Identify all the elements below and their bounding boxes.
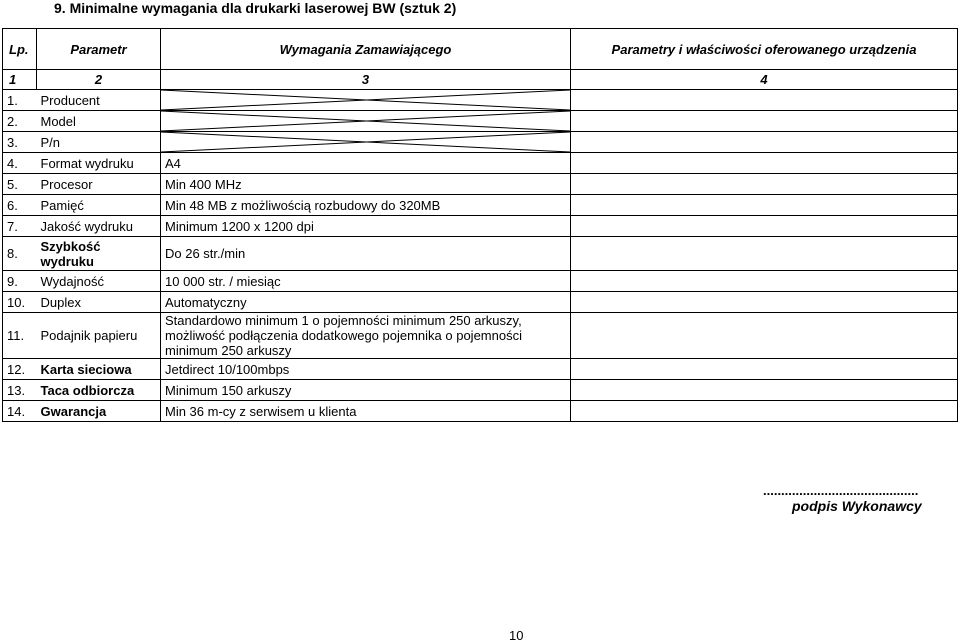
- offer-cell[interactable]: [571, 380, 958, 401]
- row-number: 4.: [3, 153, 37, 174]
- offer-cell[interactable]: [571, 401, 958, 422]
- section-heading: 9. Minimalne wymagania dla drukarki laserowej BW (sztuk 2): [54, 0, 457, 16]
- table-row: [3, 237, 958, 271]
- row-param: Karta sieciowa: [37, 359, 161, 380]
- row-requirement: A4: [161, 153, 571, 174]
- table-row: [3, 380, 958, 401]
- signature-dots: ...........................................: [763, 483, 919, 498]
- header-offer: Parametry i właściwości oferowanego urządzenia: [571, 29, 958, 70]
- offer-cell[interactable]: [571, 271, 958, 292]
- row-number: 6.: [3, 195, 37, 216]
- row-number: 5.: [3, 174, 37, 195]
- table-row: [3, 401, 958, 422]
- col-number: 1: [3, 70, 37, 90]
- row-param: Producent: [37, 90, 161, 111]
- row-number: 14.: [3, 401, 37, 422]
- header-row: [3, 29, 958, 70]
- page-number: 10: [509, 628, 524, 643]
- table-row: [3, 195, 958, 216]
- row-number: 13.: [3, 380, 37, 401]
- row-number: 7.: [3, 216, 37, 237]
- row-number: 2.: [3, 111, 37, 132]
- cross-mark: [161, 90, 570, 110]
- row-requirement: Standardowo minimum 1 o pojemności minimum 250 arkuszy, możliwość podłączenia dodatkowego pojemnika o pojemności minimum 250 arkuszy: [161, 313, 571, 359]
- row-param: P/n: [37, 132, 161, 153]
- header-requirements: Wymagania Zamawiającego: [161, 29, 571, 70]
- table-row: [3, 90, 958, 111]
- crossed-out-cell: [161, 132, 571, 153]
- row-requirement: Jetdirect 10/100mbps: [161, 359, 571, 380]
- table-row: [3, 174, 958, 195]
- row-param: Gwarancja: [37, 401, 161, 422]
- signature-label: podpis Wykonawcy: [792, 498, 922, 514]
- row-number: 1.: [3, 90, 37, 111]
- row-requirement: Automatyczny: [161, 292, 571, 313]
- table-row: [3, 271, 958, 292]
- offer-cell[interactable]: [571, 174, 958, 195]
- row-param: Pamięć: [37, 195, 161, 216]
- row-requirement: Min 400 MHz: [161, 174, 571, 195]
- header-param: Parametr: [37, 29, 161, 70]
- header-lp: Lp.: [3, 29, 37, 70]
- table-row: [3, 359, 958, 380]
- offer-cell[interactable]: [571, 132, 958, 153]
- offer-cell[interactable]: [571, 195, 958, 216]
- row-param: Szybkość wydruku: [37, 237, 161, 271]
- table-row: [3, 132, 958, 153]
- crossed-out-cell: [161, 90, 571, 111]
- row-number: 9.: [3, 271, 37, 292]
- offer-cell[interactable]: [571, 313, 958, 359]
- cross-mark: [161, 132, 570, 152]
- offer-cell[interactable]: [571, 111, 958, 132]
- row-param: Podajnik papieru: [37, 313, 161, 359]
- offer-cell[interactable]: [571, 90, 958, 111]
- row-number: 12.: [3, 359, 37, 380]
- table-row: [3, 111, 958, 132]
- table-row: [3, 216, 958, 237]
- col-number: 2: [37, 70, 161, 90]
- cross-mark: [161, 111, 570, 131]
- row-requirement: 10 000 str. / miesiąc: [161, 271, 571, 292]
- row-number: 10.: [3, 292, 37, 313]
- row-param: Model: [37, 111, 161, 132]
- row-requirement: Minimum 1200 x 1200 dpi: [161, 216, 571, 237]
- table-row: [3, 313, 958, 359]
- offer-cell[interactable]: [571, 359, 958, 380]
- row-param: Wydajność: [37, 271, 161, 292]
- row-param: Procesor: [37, 174, 161, 195]
- row-param: Taca odbiorcza: [37, 380, 161, 401]
- row-param: Jakość wydruku: [37, 216, 161, 237]
- offer-cell[interactable]: [571, 216, 958, 237]
- offer-cell[interactable]: [571, 292, 958, 313]
- requirements-table: [2, 28, 958, 422]
- offer-cell[interactable]: [571, 237, 958, 271]
- offer-cell[interactable]: [571, 153, 958, 174]
- table-row: [3, 153, 958, 174]
- row-requirement: Do 26 str./min: [161, 237, 571, 271]
- col-number: 4: [571, 70, 958, 90]
- column-number-row: [3, 70, 958, 90]
- row-number: 3.: [3, 132, 37, 153]
- row-number: 11.: [3, 313, 37, 359]
- crossed-out-cell: [161, 111, 571, 132]
- row-param: Duplex: [37, 292, 161, 313]
- col-number: 3: [161, 70, 571, 90]
- row-param: Format wydruku: [37, 153, 161, 174]
- row-requirement: Min 36 m-cy z serwisem u klienta: [161, 401, 571, 422]
- table-row: [3, 292, 958, 313]
- row-requirement: Minimum 150 arkuszy: [161, 380, 571, 401]
- row-requirement: Min 48 MB z możliwością rozbudowy do 320MB: [161, 195, 571, 216]
- row-number: 8.: [3, 237, 37, 271]
